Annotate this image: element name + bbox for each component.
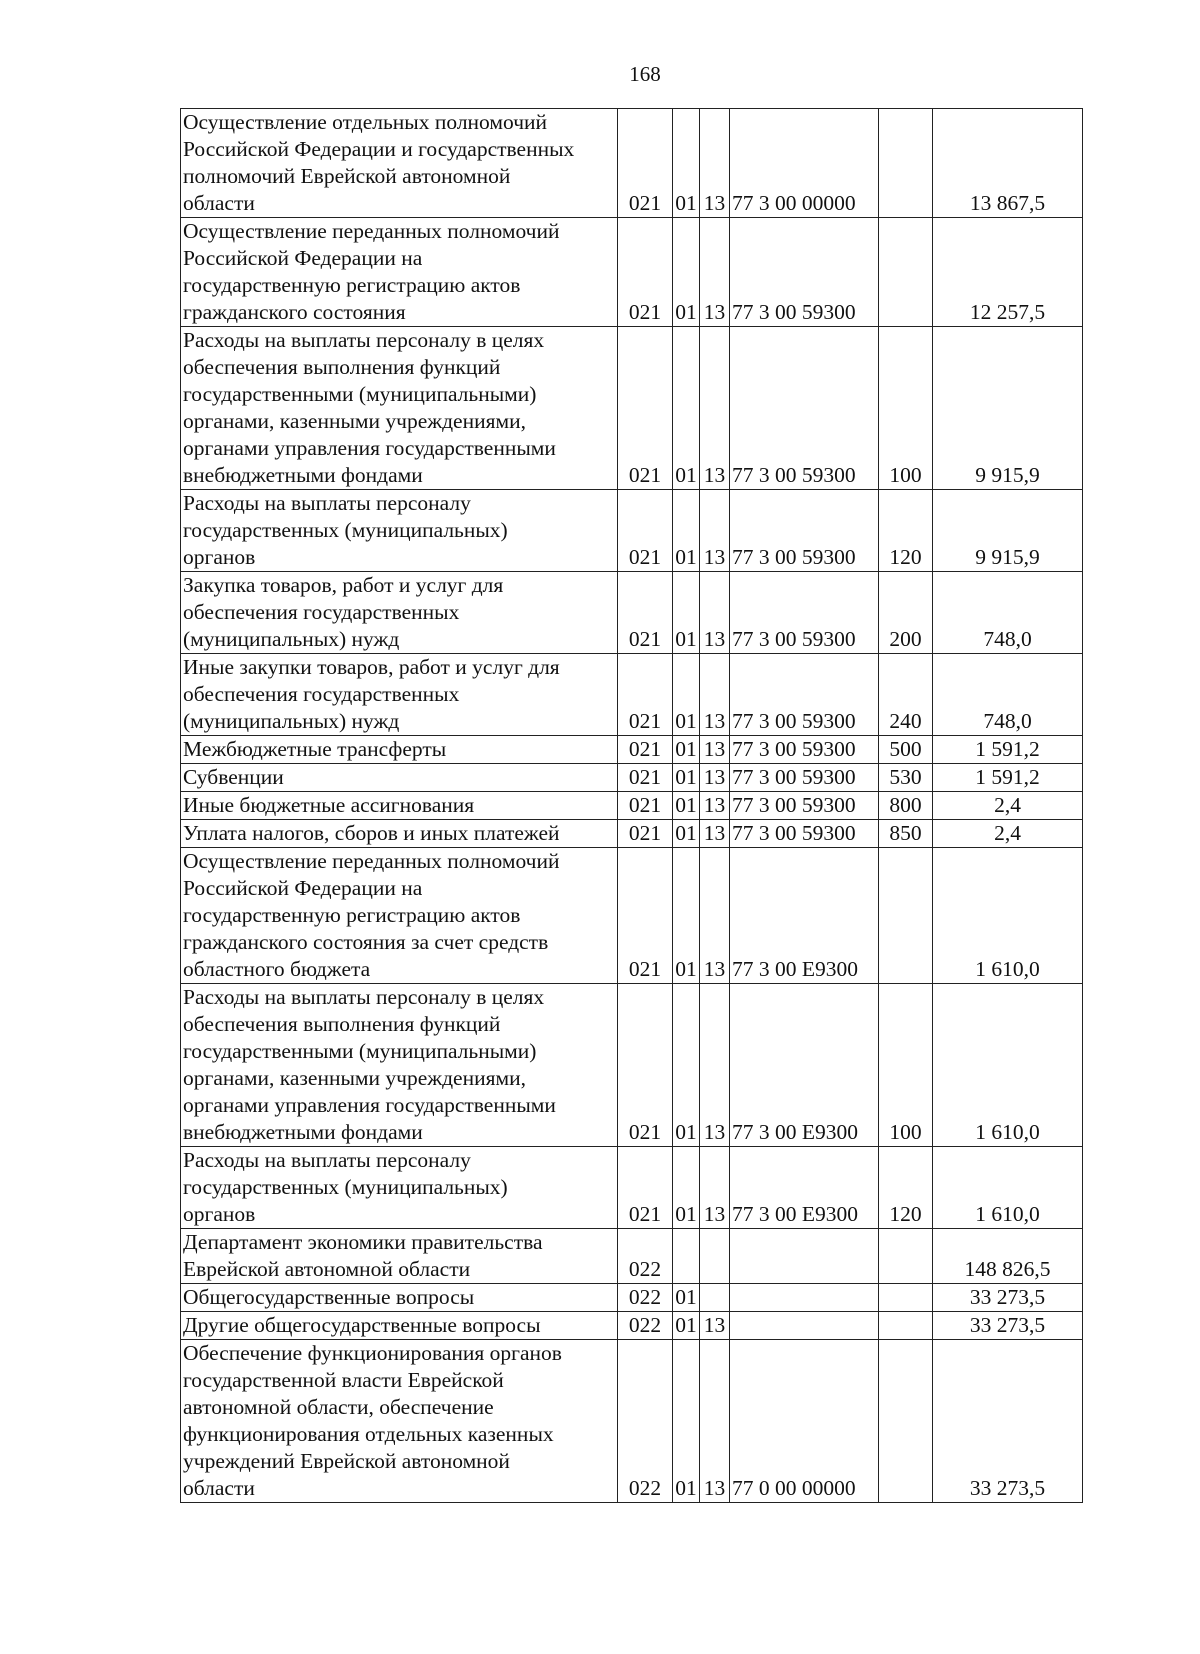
expense-type-code: 120 [879,490,933,572]
subsection-code: 13 [700,572,730,654]
row-name: Межбюджетные трансферты [181,736,618,764]
ministry-code: 021 [618,736,673,764]
ministry-code: 021 [618,820,673,848]
row-name: Департамент экономики правительства Еврейской автономной области [181,1229,618,1284]
subsection-code [700,1284,730,1312]
row-name: Уплата налогов, сборов и иных платежей [181,820,618,848]
ministry-code: 021 [618,109,673,218]
section-code: 01 [673,792,700,820]
section-code: 01 [673,327,700,490]
ministry-code: 021 [618,572,673,654]
ministry-code: 021 [618,654,673,736]
table-row [181,820,1083,848]
target-article-code [730,1229,879,1284]
row-name: Субвенции [181,764,618,792]
subsection-code: 13 [700,654,730,736]
subsection-code: 13 [700,218,730,327]
expense-type-code: 530 [879,764,933,792]
amount: 2,4 [933,820,1083,848]
row-name: Другие общегосударственные вопросы [181,1312,618,1340]
target-article-code: 77 3 00 E9300 [730,984,879,1147]
row-name: Расходы на выплаты персоналу государственных (муниципальных) органов [181,1147,618,1229]
table-body [181,109,1083,1503]
table-row [181,848,1083,984]
table-row [181,109,1083,218]
target-article-code: 77 0 00 00000 [730,1340,879,1503]
section-code: 01 [673,820,700,848]
expense-type-code [879,1340,933,1503]
expense-type-code: 850 [879,820,933,848]
section-code: 01 [673,736,700,764]
expense-type-code [879,1229,933,1284]
ministry-code: 022 [618,1229,673,1284]
section-code: 01 [673,764,700,792]
row-name: Обеспечение функционирования органов государственной власти Еврейской автономной области, обеспечение функционирования отдельных казенных учреждений Еврейской автономной области [181,1340,618,1503]
expense-type-code: 800 [879,792,933,820]
section-code: 01 [673,1284,700,1312]
subsection-code: 13 [700,736,730,764]
ministry-code: 021 [618,792,673,820]
target-article-code: 77 3 00 59300 [730,654,879,736]
expense-type-code: 500 [879,736,933,764]
amount: 748,0 [933,654,1083,736]
target-article-code: 77 3 00 59300 [730,218,879,327]
amount: 33 273,5 [933,1312,1083,1340]
ministry-code: 021 [618,848,673,984]
row-name: Расходы на выплаты персоналу в целях обеспечения выполнения функций государственными (муниципальными) органами, казенными учреждениями, органами управления государственными внебюджетными фондами [181,984,618,1147]
target-article-code: 77 3 00 59300 [730,792,879,820]
amount: 1 591,2 [933,764,1083,792]
row-name: Иные бюджетные ассигнования [181,792,618,820]
table-row [181,1284,1083,1312]
subsection-code: 13 [700,490,730,572]
amount: 33 273,5 [933,1284,1083,1312]
row-name: Расходы на выплаты персоналу в целях обеспечения выполнения функций государственными (муниципальными) органами, казенными учреждениями, органами управления государственными внебюджетными фондами [181,327,618,490]
row-name: Закупка товаров, работ и услуг для обеспечения государственных (муниципальных) нужд [181,572,618,654]
section-code: 01 [673,1312,700,1340]
subsection-code: 13 [700,1312,730,1340]
section-code: 01 [673,1147,700,1229]
ministry-code: 021 [618,327,673,490]
amount: 1 610,0 [933,848,1083,984]
target-article-code: 77 3 00 59300 [730,572,879,654]
subsection-code: 13 [700,1340,730,1503]
amount: 9 915,9 [933,490,1083,572]
table-row [181,327,1083,490]
subsection-code: 13 [700,984,730,1147]
expense-type-code [879,109,933,218]
subsection-code: 13 [700,820,730,848]
target-article-code: 77 3 00 00000 [730,109,879,218]
expense-type-code: 100 [879,984,933,1147]
section-code: 01 [673,572,700,654]
row-name: Осуществление переданных полномочий Российской Федерации на государственную регистрацию актов гражданского состояния [181,218,618,327]
table-row [181,218,1083,327]
section-code: 01 [673,654,700,736]
target-article-code [730,1284,879,1312]
ministry-code: 021 [618,490,673,572]
subsection-code: 13 [700,109,730,218]
amount: 148 826,5 [933,1229,1083,1284]
row-name: Иные закупки товаров, работ и услуг для обеспечения государственных (муниципальных) нужд [181,654,618,736]
amount: 33 273,5 [933,1340,1083,1503]
subsection-code: 13 [700,327,730,490]
target-article-code: 77 3 00 59300 [730,736,879,764]
amount: 13 867,5 [933,109,1083,218]
expense-type-code: 120 [879,1147,933,1229]
table-row [181,490,1083,572]
table-row [181,572,1083,654]
table-row [181,1340,1083,1503]
table-row [181,764,1083,792]
row-name: Осуществление переданных полномочий Российской Федерации на государственную регистрацию актов гражданского состояния за счет средств областного бюджета [181,848,618,984]
section-code: 01 [673,490,700,572]
table-row [181,984,1083,1147]
table-row [181,1229,1083,1284]
section-code: 01 [673,109,700,218]
section-code: 01 [673,848,700,984]
target-article-code [730,1312,879,1340]
ministry-code: 021 [618,218,673,327]
expense-type-code [879,1284,933,1312]
subsection-code: 13 [700,764,730,792]
page-number: 168 [629,62,661,86]
ministry-code: 022 [618,1312,673,1340]
section-code [673,1229,700,1284]
expense-type-code [879,1312,933,1340]
ministry-code: 022 [618,1340,673,1503]
target-article-code: 77 3 00 59300 [730,490,879,572]
amount: 1 610,0 [933,984,1083,1147]
target-article-code: 77 3 00 59300 [730,764,879,792]
expense-type-code: 240 [879,654,933,736]
table-row [181,792,1083,820]
expense-type-code: 200 [879,572,933,654]
amount: 2,4 [933,792,1083,820]
subsection-code [700,1229,730,1284]
table-row [181,736,1083,764]
target-article-code: 77 3 00 E9300 [730,848,879,984]
amount: 748,0 [933,572,1083,654]
amount: 12 257,5 [933,218,1083,327]
target-article-code: 77 3 00 59300 [730,327,879,490]
ministry-code: 021 [618,984,673,1147]
section-code: 01 [673,218,700,327]
row-name: Расходы на выплаты персоналу государственных (муниципальных) органов [181,490,618,572]
expense-type-code [879,848,933,984]
budget-table [180,108,1083,1503]
ministry-code: 021 [618,764,673,792]
expense-type-code: 100 [879,327,933,490]
target-article-code: 77 3 00 E9300 [730,1147,879,1229]
table-row [181,654,1083,736]
target-article-code: 77 3 00 59300 [730,820,879,848]
amount: 9 915,9 [933,327,1083,490]
table-row [181,1147,1083,1229]
amount: 1 591,2 [933,736,1083,764]
section-code: 01 [673,984,700,1147]
ministry-code: 021 [618,1147,673,1229]
subsection-code: 13 [700,1147,730,1229]
amount: 1 610,0 [933,1147,1083,1229]
subsection-code: 13 [700,848,730,984]
table-row [181,1312,1083,1340]
ministry-code: 022 [618,1284,673,1312]
section-code: 01 [673,1340,700,1503]
row-name: Общегосударственные вопросы [181,1284,618,1312]
row-name: Осуществление отдельных полномочий Российской Федерации и государственных полномочий Еврейской автономной области [181,109,618,218]
subsection-code: 13 [700,792,730,820]
expense-type-code [879,218,933,327]
